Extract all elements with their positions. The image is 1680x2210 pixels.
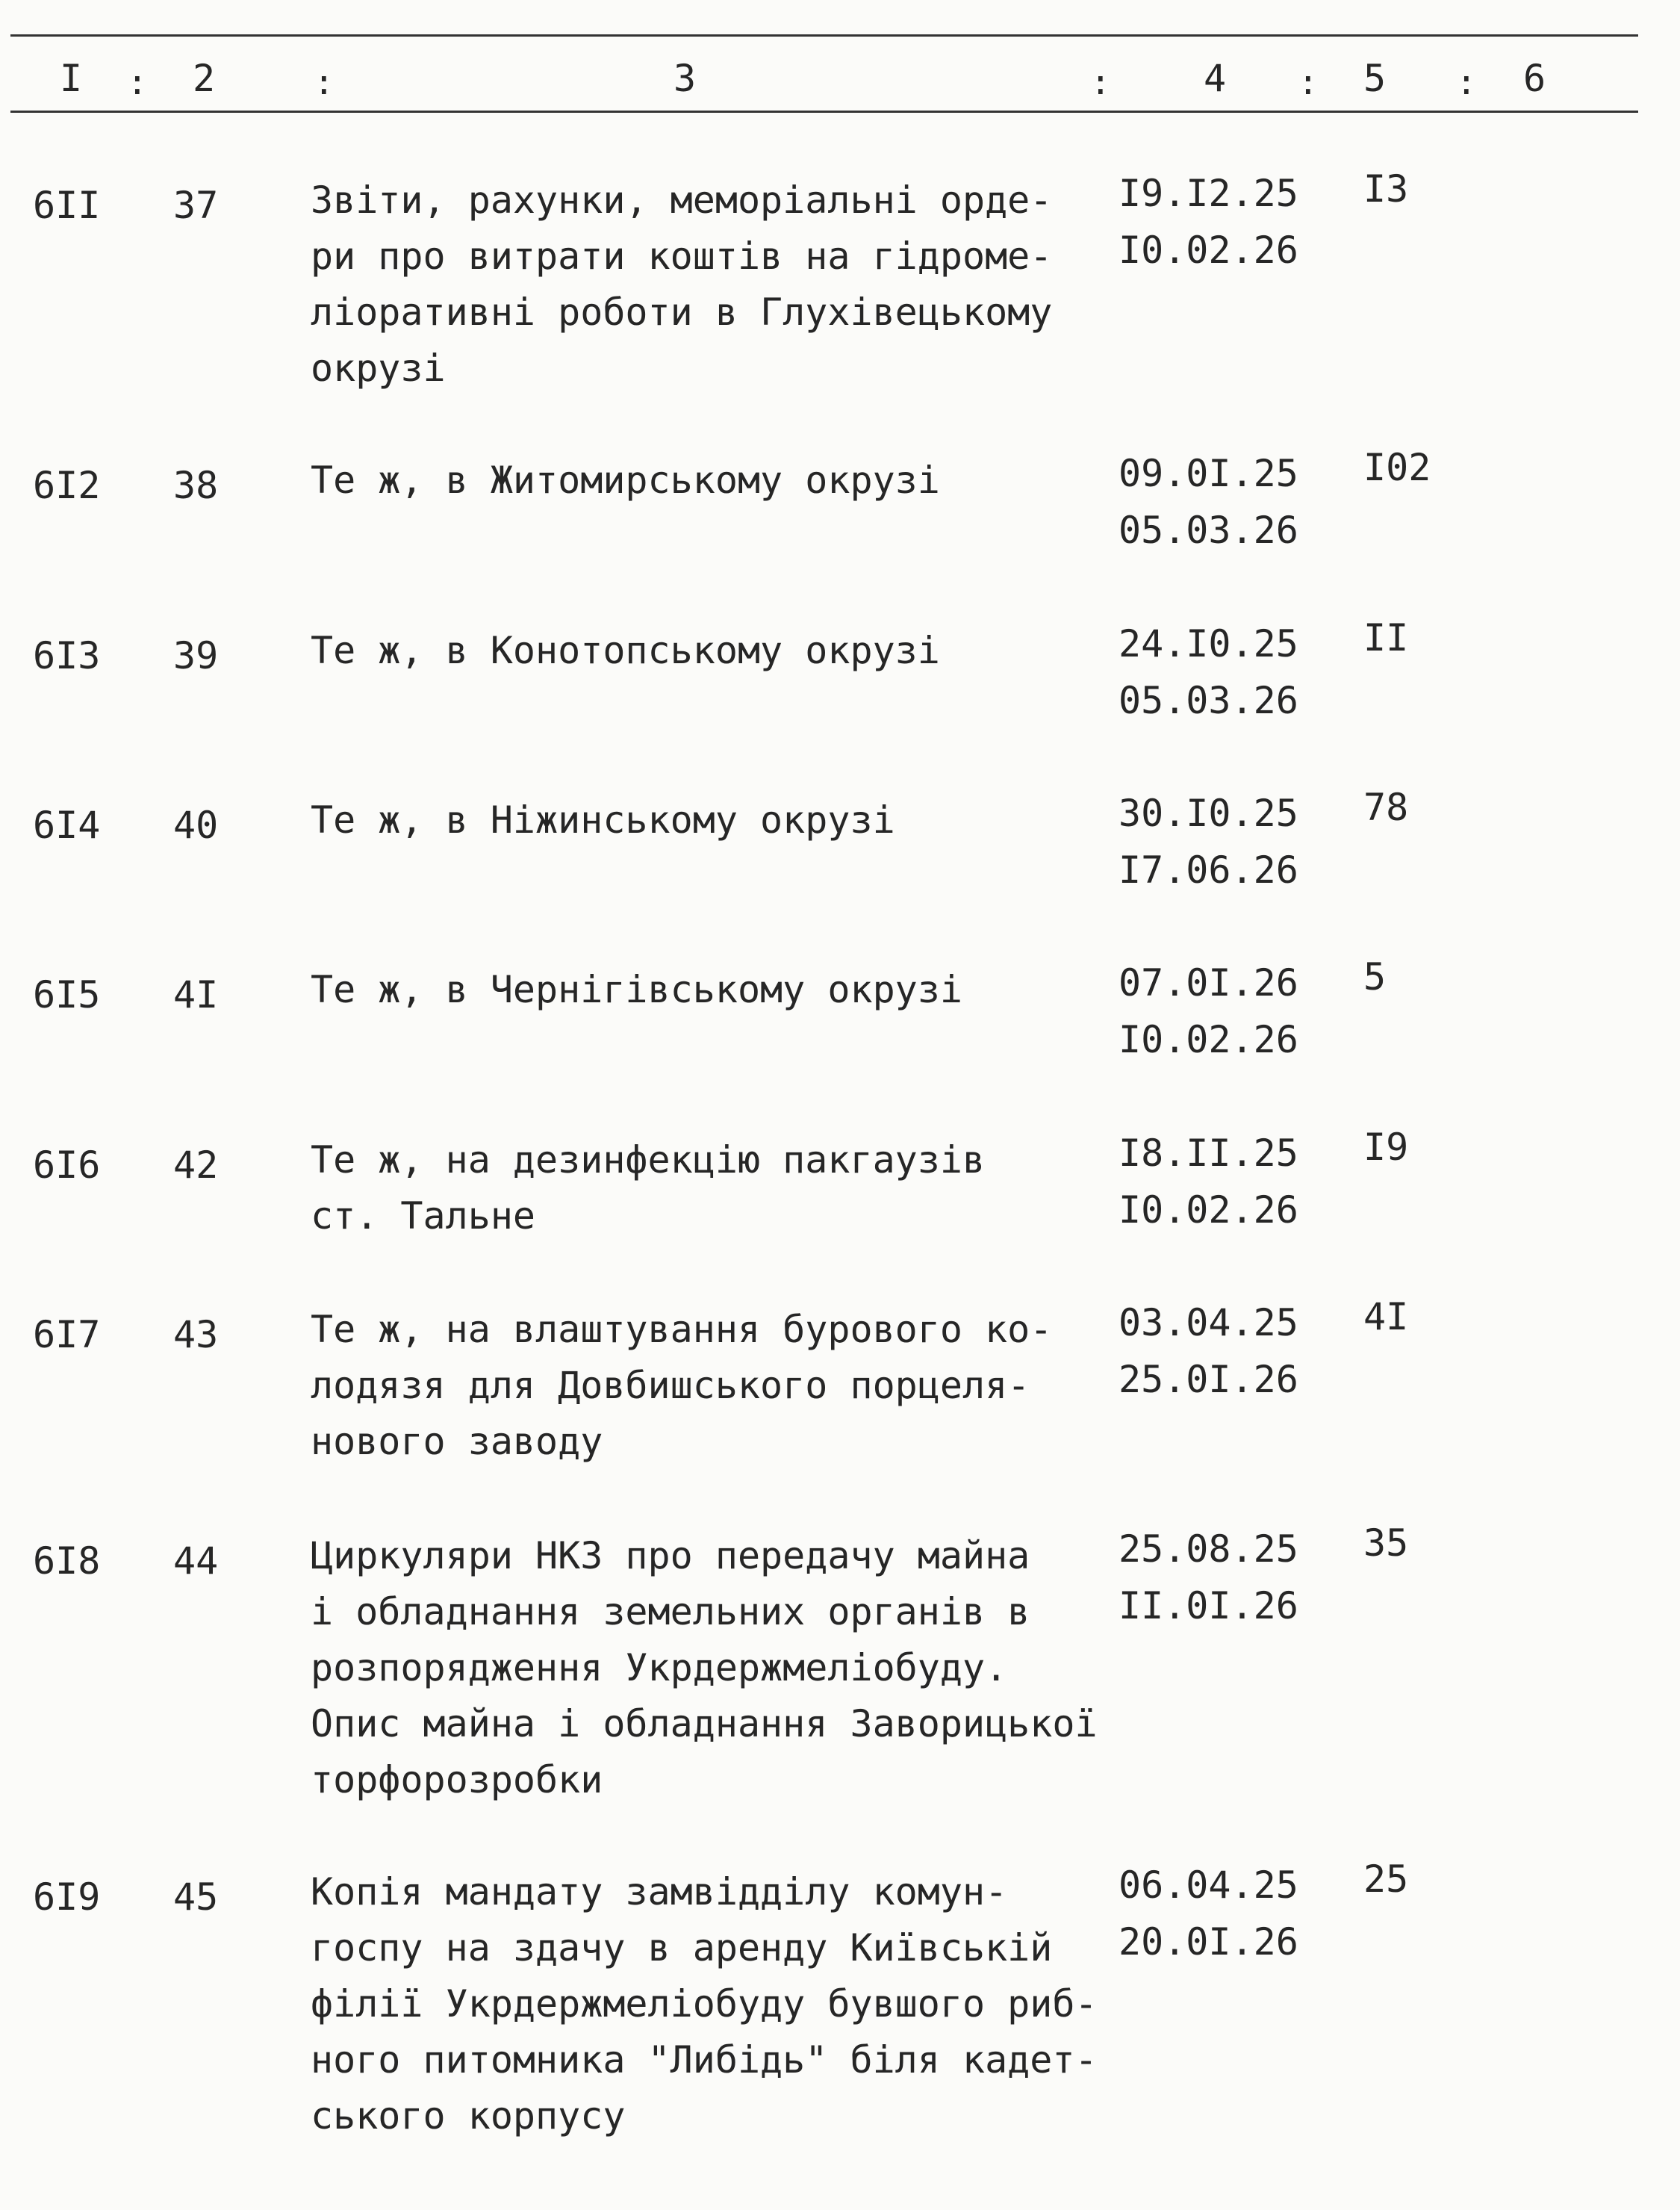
case-number: 6I2 bbox=[33, 464, 101, 507]
date-start: 03.04.25 bbox=[1119, 1301, 1298, 1344]
case-number: 6I8 bbox=[33, 1539, 101, 1583]
date-end: 05.03.26 bbox=[1119, 509, 1298, 552]
case-title-line: Опис майна і обладнання Заворицької bbox=[311, 1702, 1098, 1745]
case-title-line: ст. Тальне bbox=[311, 1194, 536, 1238]
header-separator: : bbox=[1298, 62, 1319, 102]
case-title-line: Те ж, в Чернігівському окрузі bbox=[311, 968, 962, 1011]
case-dates bbox=[1119, 1857, 1298, 1970]
header-separator: : bbox=[1090, 62, 1111, 102]
item-number: 40 bbox=[173, 804, 219, 847]
case-title-line: Циркуляри НКЗ про передачу майна bbox=[311, 1534, 1030, 1577]
case-title bbox=[311, 1302, 1139, 1470]
sheet-count: I3 bbox=[1363, 167, 1409, 211]
case-title-line: торфорозробки bbox=[311, 1758, 603, 1801]
date-start: 30.I0.25 bbox=[1119, 792, 1298, 835]
date-start: 06.04.25 bbox=[1119, 1863, 1298, 1907]
case-title bbox=[311, 453, 1139, 509]
case-number: 6II bbox=[33, 184, 101, 227]
header-col5: 5 bbox=[1363, 57, 1387, 100]
case-title-line: ліоративні роботи в Глухівецькому bbox=[311, 291, 1053, 334]
item-number: 39 bbox=[173, 634, 219, 677]
sheet-count: 5 bbox=[1363, 955, 1387, 999]
date-end: 25.0I.26 bbox=[1119, 1358, 1298, 1401]
case-dates bbox=[1119, 445, 1298, 559]
case-title-line: окрузі bbox=[311, 347, 446, 390]
date-end: I0.02.26 bbox=[1119, 229, 1298, 272]
header-separator: : bbox=[314, 62, 335, 102]
case-title-line: Те ж, на влаштування бурового ко- bbox=[311, 1308, 1053, 1351]
date-end: I0.02.26 bbox=[1119, 1188, 1298, 1232]
case-title bbox=[311, 1132, 1139, 1244]
sheet-count: I02 bbox=[1363, 446, 1431, 489]
case-title-line: нового заводу bbox=[311, 1420, 603, 1463]
case-title bbox=[311, 1864, 1139, 2144]
item-number: 45 bbox=[173, 1875, 219, 1919]
case-number: 6I9 bbox=[33, 1875, 101, 1919]
header-col3: 3 bbox=[673, 57, 697, 100]
date-start: I9.I2.25 bbox=[1119, 172, 1298, 215]
date-end: II.0I.26 bbox=[1119, 1584, 1298, 1627]
item-number: 44 bbox=[173, 1539, 219, 1583]
header-top-rule bbox=[10, 34, 1638, 37]
date-end: I7.06.26 bbox=[1119, 848, 1298, 892]
case-number: 6I3 bbox=[33, 634, 101, 677]
item-number: 37 bbox=[173, 184, 219, 227]
case-number: 6I4 bbox=[33, 804, 101, 847]
sheet-count: 35 bbox=[1363, 1521, 1409, 1565]
case-title bbox=[311, 1528, 1139, 1808]
date-start: I8.II.25 bbox=[1119, 1132, 1298, 1175]
date-start: 07.0I.26 bbox=[1119, 961, 1298, 1005]
case-title-line: Те ж, на дезинфекцію пакгаузів bbox=[311, 1138, 986, 1182]
item-number: 4I bbox=[173, 973, 219, 1016]
header-bottom-rule bbox=[10, 111, 1638, 113]
item-number: 38 bbox=[173, 464, 219, 507]
case-dates bbox=[1119, 1294, 1298, 1408]
date-start: 09.0I.25 bbox=[1119, 452, 1298, 495]
header-col1: I bbox=[60, 57, 83, 100]
date-end: 05.03.26 bbox=[1119, 679, 1298, 722]
case-title-line: госпу на здачу в аренду Київській bbox=[311, 1926, 1053, 1970]
case-title-line: ри про витрати коштів на гідроме- bbox=[311, 235, 1053, 278]
case-dates bbox=[1119, 785, 1298, 898]
case-dates bbox=[1119, 615, 1298, 729]
date-end: 20.0I.26 bbox=[1119, 1920, 1298, 1964]
case-title-line: Копія мандату замвідділу комун- bbox=[311, 1870, 1008, 1913]
case-title-line: і обладнання земельних органів в bbox=[311, 1590, 1030, 1633]
header-separator: : bbox=[1456, 62, 1477, 102]
case-dates bbox=[1119, 1521, 1298, 1634]
date-start: 25.08.25 bbox=[1119, 1527, 1298, 1571]
case-title-line: Те ж, в Житомирському окрузі bbox=[311, 459, 940, 502]
case-title bbox=[311, 173, 1139, 397]
sheet-count: 78 bbox=[1363, 786, 1409, 829]
item-number: 42 bbox=[173, 1143, 219, 1187]
date-end: I0.02.26 bbox=[1119, 1018, 1298, 1061]
case-title-line: Те ж, в Конотопському окрузі bbox=[311, 629, 940, 672]
item-number: 43 bbox=[173, 1313, 219, 1356]
header-separator: : bbox=[127, 62, 148, 102]
case-title-line: ського корпусу bbox=[311, 2094, 626, 2138]
case-number: 6I5 bbox=[33, 973, 101, 1016]
case-title-line: Те ж, в Ніжинському окрузі bbox=[311, 798, 895, 842]
header-col2: 2 bbox=[193, 57, 216, 100]
case-title-line: Звіти, рахунки, меморіальні орде- bbox=[311, 179, 1053, 222]
case-number: 6I7 bbox=[33, 1313, 101, 1356]
case-title-line: ного питомника "Либідь" біля кадет- bbox=[311, 2038, 1098, 2082]
case-dates bbox=[1119, 165, 1298, 279]
header-col4: 4 bbox=[1204, 57, 1227, 100]
header-col6: 6 bbox=[1523, 57, 1546, 100]
date-start: 24.I0.25 bbox=[1119, 622, 1298, 665]
case-number: 6I6 bbox=[33, 1143, 101, 1187]
case-title-line: філії Укрдержмеліобуду бувшого риб- bbox=[311, 1982, 1098, 2026]
case-title bbox=[311, 623, 1139, 679]
case-dates bbox=[1119, 955, 1298, 1068]
sheet-count: II bbox=[1363, 616, 1409, 659]
sheet-count: I9 bbox=[1363, 1126, 1409, 1169]
case-title-line: розпорядження Укрдержмеліобуду. bbox=[311, 1646, 1008, 1689]
sheet-count: 4I bbox=[1363, 1295, 1409, 1338]
case-title bbox=[311, 962, 1139, 1018]
case-title bbox=[311, 792, 1139, 848]
sheet-count: 25 bbox=[1363, 1857, 1409, 1901]
case-dates bbox=[1119, 1125, 1298, 1238]
case-title-line: лодязя для Довбишського порцеля- bbox=[311, 1364, 1030, 1407]
